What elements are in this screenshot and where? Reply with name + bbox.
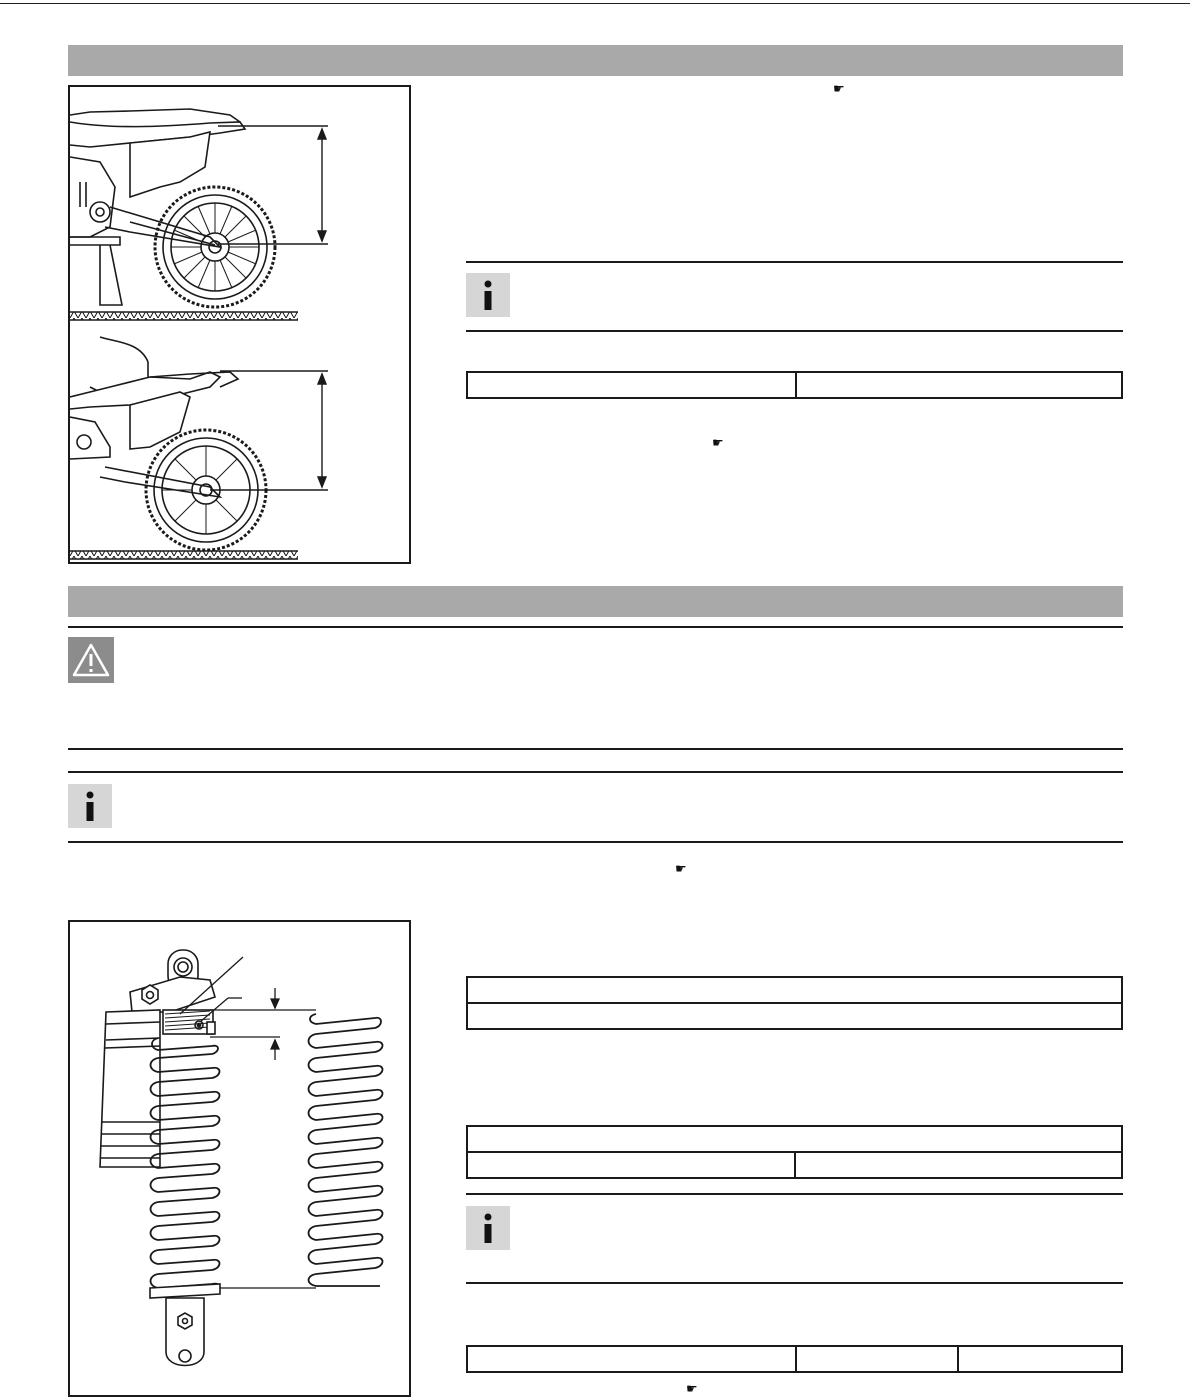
warning-icon-box: [68, 637, 114, 683]
pointing-hand-icon: ☛: [833, 81, 845, 96]
sag-measurement-figure: [68, 85, 411, 564]
sag-measurement-illustration: [70, 87, 409, 562]
warning-bottom-rule: [68, 748, 1123, 750]
spring-rate-table-header: [467, 1126, 1122, 1152]
spring-preload-table-header: [467, 977, 1122, 1003]
info-note-three-top-rule: [466, 1193, 1123, 1195]
sag-spec-cell: [796, 372, 1122, 398]
preload-adjuster-collar: [163, 1010, 215, 1034]
spring-rate-cell: [467, 1152, 795, 1178]
info-note-one-top-rule: [466, 261, 1123, 263]
spring-rate-cell: [795, 1152, 1123, 1178]
info-note-two-bottom-rule: [68, 841, 1123, 843]
spring-length-table: [466, 1345, 1123, 1373]
warning-triangle-icon: [72, 643, 110, 677]
shock-spring-figure: [68, 920, 411, 1397]
shock-spring-illustration: [70, 922, 409, 1395]
upper-dimension-arrow: [218, 126, 328, 244]
spring-rate-table: [466, 1125, 1123, 1179]
info-icon: [68, 784, 112, 828]
spring-preload-table: [466, 976, 1123, 1030]
info-icon: [466, 1206, 510, 1250]
preload-dimension: [180, 957, 316, 1288]
info-note-two-top-rule: [68, 771, 1123, 773]
section-two-title-bar: [68, 586, 1123, 617]
upper-ground-hatch: [70, 312, 298, 320]
lower-bike-drawing: [70, 337, 266, 550]
pointing-hand-icon: ☛: [675, 861, 687, 876]
spring-length-cell: [958, 1346, 1122, 1372]
sag-spec-table: [466, 371, 1123, 399]
warning-top-rule: [68, 626, 1123, 628]
fitted-spring: [151, 1038, 220, 1292]
pointing-hand-icon: ☛: [712, 435, 724, 450]
spring-preload-table-row: [467, 1003, 1122, 1029]
lower-ground-hatch: [70, 551, 298, 559]
pointing-hand-icon: ☛: [686, 1381, 698, 1396]
info-note-three-bottom-rule: [466, 1282, 1123, 1284]
shock-bottom-clevis: [166, 1298, 204, 1366]
sag-spec-cell: [467, 372, 796, 398]
lower-dimension-arrow: [210, 371, 328, 490]
spring-length-cell: [467, 1346, 796, 1372]
page-top-rule: [0, 3, 1190, 4]
spring-length-cell: [796, 1346, 958, 1372]
section-one-title-bar: [68, 45, 1123, 76]
adjuster-bolt: [142, 985, 158, 1004]
info-note-one-bottom-rule: [466, 330, 1123, 332]
info-icon: [466, 273, 510, 317]
removed-spring: [309, 1014, 383, 1286]
upper-bike-drawing: [70, 109, 275, 307]
